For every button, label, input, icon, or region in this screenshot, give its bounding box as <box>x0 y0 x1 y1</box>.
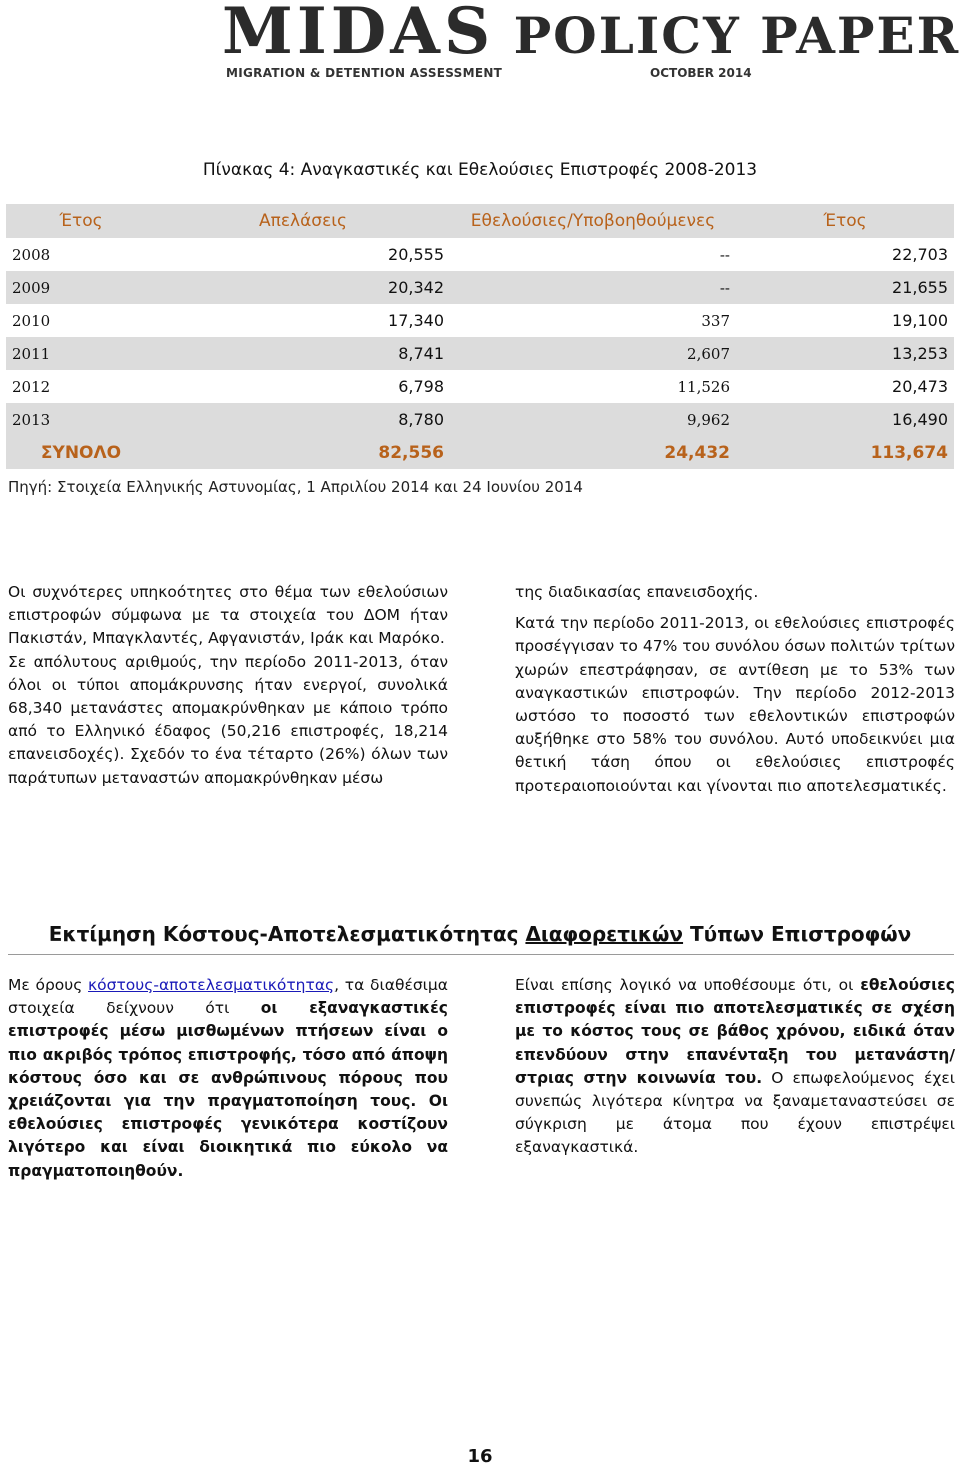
cell-year: 2011 <box>6 337 156 370</box>
cell-deportations: 17,340 <box>156 304 450 337</box>
section-divider <box>8 954 954 955</box>
paragraph <box>515 974 955 1160</box>
table-row <box>6 403 954 436</box>
logo-wordmark <box>222 0 960 69</box>
cell-total: 16,490 <box>736 403 954 436</box>
bold-text-run: εθελούσιες επιστροφές είναι πιο αποτελεσματικές σε σχέση με το κόστος τους σε βάθος χρόνου, ειδικά όταν επενδύουν στην επανένταξη του μετανάστη/στριας στην κοινωνία του. <box>515 976 955 1087</box>
cell-total: 19,100 <box>736 304 954 337</box>
cell-year: 2013 <box>6 403 156 436</box>
midas-logo <box>222 0 960 86</box>
section2-left-column <box>8 974 448 1183</box>
cell-deportations: 20,342 <box>156 271 450 304</box>
cell-deportations: 6,798 <box>156 370 450 403</box>
paragraph: Σε απόλυτους αριθμούς, την περίοδο 2011-2013, όταν όλοι οι τύποι απομάκρυνσης ήταν ενεργοί, συνολικά 68,340 μετανάστες απομακρύνθηκαν με κάποιο τρόπο από το Ελληνικό έδαφος (50,216 επιστροφές, 18,214 επανεισδοχές). Σχεδόν το ένα τέταρτο (26%) όλων των παράτυπων μεταναστών απομακρύνθηκαν μέσω <box>8 652 448 787</box>
cell-deportations: 20,555 <box>156 238 450 271</box>
cell-total-label: ΣΥΝΟΛΟ <box>6 436 156 469</box>
cell-year: 2009 <box>6 271 156 304</box>
paragraph: Κατά την περίοδο 2011-2013, οι εθελούσιες επιστροφές προσέγγισαν το 47% του συνόλου όσων πολιτών τρίτων χωρών επεστράφησαν, σε αντίθεση με το 53% των αναγκαστικών επιστροφών. Την περίοδο 2012-2013 ωστόσο το ποσοστό των εθελοντικών επιστροφών αυξήθηκε στο 58% του συνόλου. Αυτό υποδεικνύει μια θετική τάση όπου οι εθελούσιες επιστροφές προτεραιοποιούνται και γίνονται πιο αποτελεσματικές. <box>515 614 955 795</box>
cell-total: 22,703 <box>736 238 954 271</box>
table-row <box>6 304 954 337</box>
table-row <box>6 271 954 304</box>
cell-voluntary: 11,526 <box>450 370 736 403</box>
cost-effectiveness-link[interactable]: κόστους-αποτελεσματικότητας <box>88 976 335 994</box>
cell-total-deportations: 82,556 <box>156 436 450 469</box>
header-voluntary: Εθελούσιες/Υποβοηθούμενες <box>450 204 736 238</box>
cell-year: 2012 <box>6 370 156 403</box>
page-number: 16 <box>467 1446 493 1467</box>
cell-total-voluntary: 24,432 <box>450 436 736 469</box>
cell-voluntary: 337 <box>450 304 736 337</box>
text-run: , τα διαθέσιμα στοιχεία δείχνουν ότι <box>8 976 448 1018</box>
header-year: Έτος <box>6 204 156 238</box>
header-year-total: Έτος <box>736 204 954 238</box>
table-title: Πίνακας 4: Αναγκαστικές και Εθελούσιες Επιστροφές 2008-2013 <box>202 160 758 180</box>
cell-year: 2008 <box>6 238 156 271</box>
logo-date: OCTOBER 2014 <box>650 66 752 80</box>
cell-deportations: 8,741 <box>156 337 450 370</box>
section-heading <box>0 922 960 946</box>
paragraph: της διαδικασίας επανεισδοχής. <box>515 583 759 601</box>
table-header-row <box>6 204 954 238</box>
cell-voluntary: -- <box>450 238 736 271</box>
cell-deportations: 8,780 <box>156 403 450 436</box>
section2-right-column <box>515 974 955 1160</box>
cell-year: 2010 <box>6 304 156 337</box>
cell-total-all: 113,674 <box>736 436 954 469</box>
page-header <box>0 0 960 90</box>
text-run: Με όρους <box>8 976 89 994</box>
cell-total: 20,473 <box>736 370 954 403</box>
table-row <box>6 337 954 370</box>
logo-word-policy-paper: POLICY PAPER <box>513 6 960 65</box>
paragraph <box>8 974 448 1183</box>
section1-right-column <box>515 581 955 798</box>
table-row <box>6 370 954 403</box>
table-total-row <box>6 436 954 469</box>
logo-subtitle: MIGRATION & DETENTION ASSESSMENT <box>226 66 503 80</box>
logo-word-midas: MIDAS <box>222 0 495 69</box>
section1-left-column <box>8 581 448 790</box>
heading-part: Τύπων Επιστροφών <box>683 922 912 946</box>
cell-total: 13,253 <box>736 337 954 370</box>
cell-voluntary: 2,607 <box>450 337 736 370</box>
paragraph: Οι συχνότερες υπηκοότητες στο θέμα των εθελούσιων επιστροφών σύμφωνα με τα στοιχεία του ΔΟΜ ήταν Πακιστάν, Μπαγκλαντές, Αφγανιστάν, Ιράκ και Μαρόκο. <box>8 583 448 648</box>
heading-part: Εκτίμηση Κόστους-Αποτελεσματικότητας <box>48 922 526 946</box>
heading-part-underlined: Διαφορετικών <box>525 922 684 946</box>
text-run: Είναι επίσης λογικό να υποθέσουμε ότι, οι <box>515 976 861 994</box>
table-source-note: Πηγή: Στοιχεία Ελληνικής Αστυνομίας, 1 Απριλίου 2014 και 24 Ιουνίου 2014 <box>8 478 583 496</box>
cell-voluntary: -- <box>450 271 736 304</box>
table-row <box>6 238 954 271</box>
text-run: Ο επωφελούμενος έχει συνεπώς λιγότερα κίνητρα να ξαναμεταναστεύσει σε σύγκριση με άτομα που έχουν επιστρέψει εξαναγκαστικά. <box>515 1068 955 1157</box>
header-deportations: Απελάσεις <box>156 204 450 238</box>
bold-text-run: οι εξαναγκαστικές επιστροφές μέσω μισθωμένων πτήσεων είναι ο πιο ακριβός τρόπος επιστροφής, τόσο από άποψη κόστους όσο και σε ανθρώπινους πόρους που χρειάζονται για την πραγματοποίηση τους. Οι εθελούσιες επιστροφές γενικότερα κοστίζουν λιγότερο και είναι διοικητικά πιο εύκολο να πραγματοποιηθούν. <box>8 999 448 1180</box>
returns-table <box>6 204 954 469</box>
cell-total: 21,655 <box>736 271 954 304</box>
cell-voluntary: 9,962 <box>450 403 736 436</box>
